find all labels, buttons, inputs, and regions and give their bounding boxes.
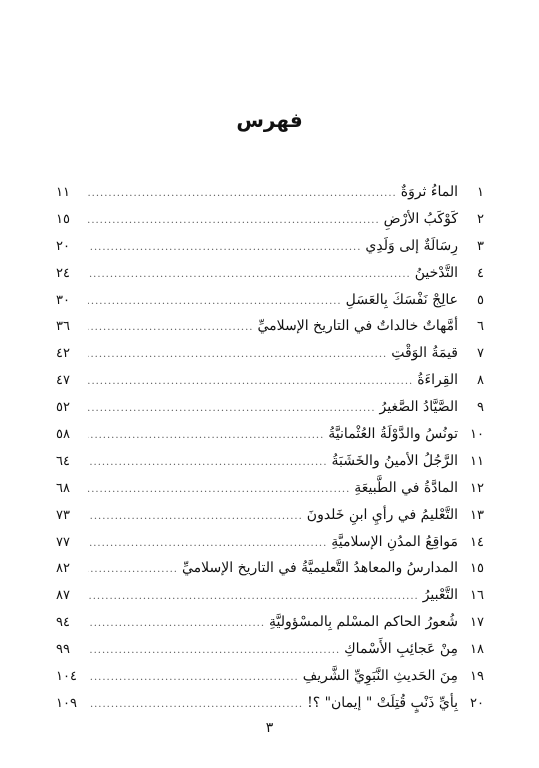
toc-entry-page: ٣٠ (56, 292, 70, 308)
dot-leader (88, 484, 350, 495)
dot-leader (88, 322, 253, 333)
toc-entry-page: ٧٣ (56, 507, 70, 523)
toc-entry-title: القِراءَةُ (417, 372, 458, 389)
toc-entry-title: الرَّجُلُ الأمينُ والخَشَبَةُ (331, 452, 458, 469)
toc-entry (56, 318, 484, 345)
toc-entry-title: مَواقِعُ المدُنِ الإسلاميَّةِ (331, 533, 458, 550)
toc-entry (56, 534, 484, 561)
toc-entry-title: التَّدْخينُ (414, 264, 458, 281)
dot-leader (88, 618, 265, 629)
toc-entry-number: ٢ (477, 211, 484, 227)
toc-entry-title: كَوْكَبُ الأرْضِ (383, 210, 458, 227)
toc-entry-title: تونُسُ والدَّوْلَةُ العُثْمانيَّةُ (328, 426, 458, 443)
toc-entry (56, 345, 484, 372)
toc-entry-page: ٨٧ (56, 588, 70, 604)
toc-entry (56, 372, 484, 399)
toc-entry (56, 211, 484, 238)
toc-entry-number: ١٤ (470, 534, 484, 550)
toc-entry (56, 480, 484, 507)
dot-leader (88, 591, 419, 602)
toc-entry (56, 560, 484, 587)
toc-entry-page: ٥٨ (56, 427, 70, 443)
toc-entry-number: ٦ (477, 319, 484, 335)
toc-entry-title: الماءُ ثروَةٌ (400, 184, 458, 200)
toc-entry (56, 265, 484, 292)
toc-entry-title: مِنْ عَجائِبِ الأَسْماكِ (344, 641, 458, 658)
toc-entry (56, 695, 484, 722)
toc-entry (56, 641, 484, 668)
dot-leader (88, 645, 340, 656)
toc-entry (56, 507, 484, 534)
dot-leader (88, 296, 342, 307)
dot-leader (88, 349, 387, 360)
toc-entry-title: قيمَةُ الوَقْتِ (391, 345, 458, 362)
toc-entry-number: ١٥ (470, 561, 484, 577)
toc-entry-number: ١٩ (470, 669, 484, 685)
toc-entry-number: ٨ (477, 373, 484, 389)
toc-entry (56, 668, 484, 695)
toc-entry-title: شُعورُ الحاكم المسْلم بِالمسْؤوليَّةِ (269, 614, 458, 631)
dot-leader (88, 538, 327, 549)
dot-leader (88, 511, 303, 522)
page-number: ٣ (265, 720, 274, 736)
dot-leader (88, 188, 397, 199)
toc-entry-page: ٨٢ (56, 561, 70, 577)
toc-entry-title: الصَّيَّادُ الصَّغيرُ (379, 399, 458, 416)
toc-entry-number: ٥ (477, 292, 484, 308)
toc-entry-page: ١٥ (56, 211, 70, 227)
dot-leader (88, 457, 328, 468)
toc-entry-title: التَّعْبيرُ (422, 587, 458, 604)
toc-entry-title: التَّعْليمُ في رأيِ ابنِ خَلدونَ (306, 506, 458, 523)
page-title: فهرس (236, 108, 303, 132)
toc-entry-number: ١٢ (470, 480, 484, 496)
toc-entry (56, 292, 484, 319)
toc-entry-number: ١١ (470, 453, 484, 469)
toc-entry-title: أمَّهاتٌ خالداتٌ في التاريخ الإسلاميِّ (257, 318, 458, 335)
toc-entry-number: ٤ (477, 265, 484, 281)
toc-entry-page: ٢٠ (56, 238, 70, 254)
dot-leader (88, 430, 324, 441)
toc-entry-page: ٦٤ (56, 453, 70, 469)
toc-entry-title: بِأيِّ ذَنْبٍ قُتِلَتْ " إيمان" ؟! (307, 694, 458, 711)
toc-entry-title: عالِجْ نَفْسَكَ بِالعَسَلِ (345, 291, 458, 308)
toc-entry (56, 399, 484, 426)
toc-entry-page: ١٠٩ (56, 695, 77, 711)
toc-entry (56, 453, 484, 480)
toc-entry-number: ١٧ (470, 615, 484, 631)
toc-entry (56, 238, 484, 265)
dot-leader (88, 376, 413, 387)
toc-entry-title: رِسَالَةٌ إلى وَلَدِي (365, 237, 458, 254)
toc-entry-page: ٤٧ (56, 373, 70, 389)
toc-entry (56, 614, 484, 641)
toc-entry-number: ٣ (477, 238, 484, 254)
toc-entry (56, 587, 484, 614)
toc-entry-number: ٢٠ (470, 695, 484, 711)
toc-entry-page: ١٠٤ (56, 669, 77, 685)
toc-entry-number: ١٣ (470, 507, 484, 523)
toc-entry-number: ٧ (477, 346, 484, 362)
dot-leader (88, 403, 376, 414)
toc-entry-page: ٦٨ (56, 480, 70, 496)
toc-entry-page: ٢٤ (56, 265, 70, 281)
dot-leader (88, 269, 411, 280)
toc-entry-number: ١ (477, 185, 484, 200)
toc-entry-page: ٥٢ (56, 400, 70, 416)
toc-entry-title: مِنَ الحَديثِ النَّبَوِيِّ الشَّريفِ (302, 668, 458, 685)
toc-entry-title: المدارسُ والمعاهدُ التَّعليميَّةُ في التاريخ الإسلاميِّ (182, 560, 458, 577)
toc-entry-page: ١١ (56, 185, 70, 200)
toc-entry-number: ١٠ (470, 427, 484, 443)
toc-entry-number: ٩ (477, 400, 484, 416)
dot-leader (88, 564, 178, 575)
dot-leader (88, 672, 299, 683)
dot-leader (88, 699, 303, 710)
toc-entry-number: ١٨ (470, 642, 484, 658)
toc-entry (56, 426, 484, 453)
toc-entry-page: ٩٤ (56, 615, 70, 631)
toc-entry (56, 184, 484, 211)
toc-entry-number: ١٦ (470, 588, 484, 604)
dot-leader (88, 242, 361, 253)
toc-entry-page: ٧٧ (56, 534, 70, 550)
dot-leader (88, 215, 380, 226)
toc-entry-title: المادَّةُ في الطَّبيعَةِ (354, 479, 458, 496)
toc-entry-page: ٤٢ (56, 346, 70, 362)
toc-entry-page: ٩٩ (56, 642, 70, 658)
table-of-contents (56, 184, 484, 722)
toc-entry-page: ٣٦ (56, 319, 70, 335)
